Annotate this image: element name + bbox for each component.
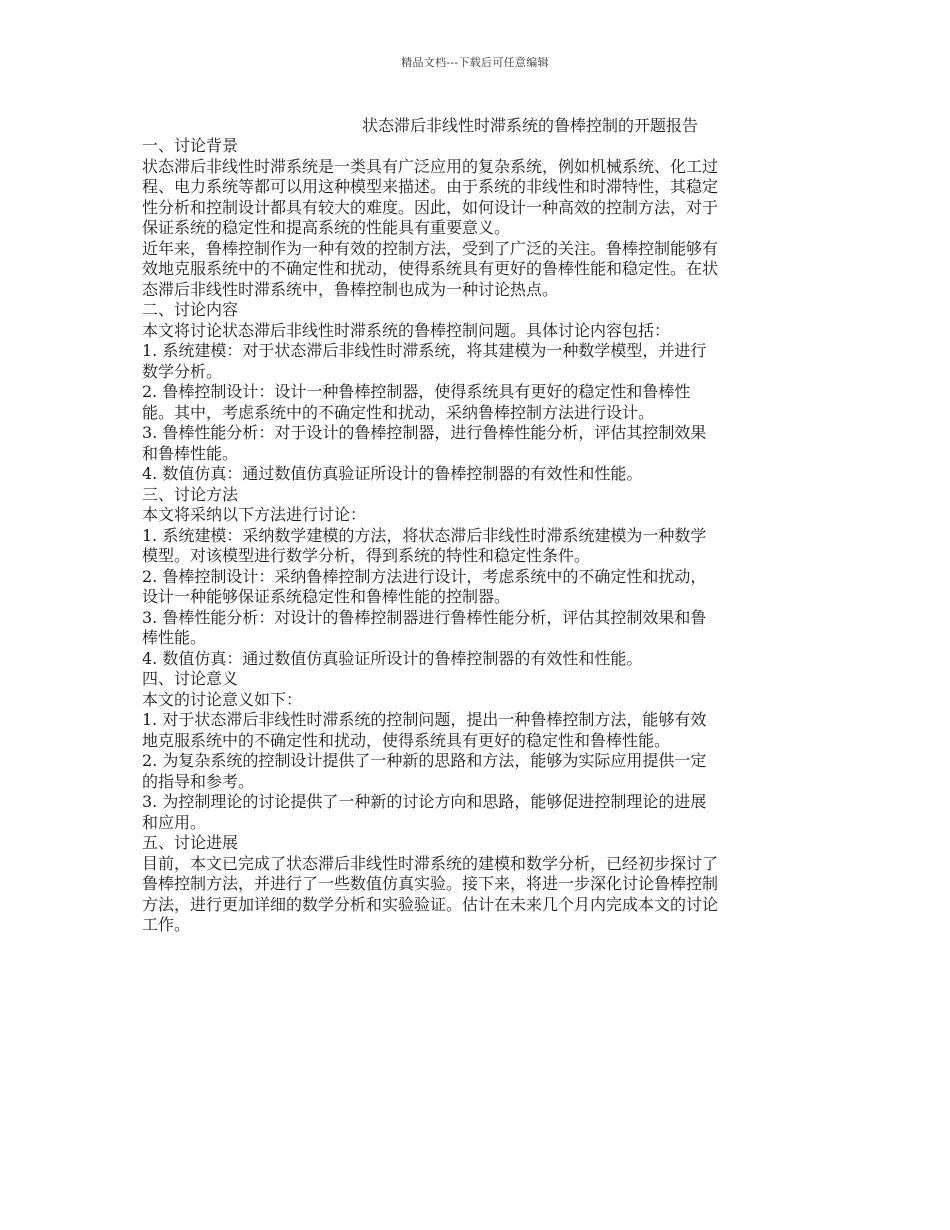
body-line: 设计一种能够保证系统稳定性和鲁棒性能的控制器。 [142, 587, 511, 606]
document-body [142, 136, 814, 936]
body-line: 状态滞后非线性时滞系统是一类具有广泛应用的复杂系统，例如机械系统、化工过 [142, 156, 719, 176]
body-line: 一、讨论背景 [142, 136, 239, 155]
body-line: 和鲁棒性能。 [142, 443, 239, 463]
body-line: 1. 系统建模：对于状态滞后非线性时滞系统，将其建模为一种数学模型，并进行 [142, 341, 707, 360]
body-line: 和应用。 [142, 812, 207, 832]
header-note: 精品文档---下载后可任意编辑 [401, 56, 549, 69]
body-line: 目前，本文已完成了状态滞后非线性时滞系统的建模和数学分析，已经初步探讨了 [142, 853, 719, 873]
body-line: 1. 对于状态滞后非线性时滞系统的控制问题，提出一种鲁棒控制方法，能够有效 [142, 710, 707, 729]
body-line: 近年来，鲁棒控制作为一种有效的控制方法，受到了广泛的关注。鲁棒控制能够有 [142, 238, 719, 258]
body-line: 2. 鲁棒控制设计：采纳鲁棒控制方法进行设计，考虑系统中的不确定性和扰动， [142, 566, 707, 586]
body-line: 本文将讨论状态滞后非线性时滞系统的鲁棒控制问题。具体讨论内容包括： [142, 320, 671, 340]
body-line: 四、讨论意义 [142, 669, 239, 688]
body-line: 态滞后非线性时滞系统中，鲁棒控制也成为一种讨论热点。 [142, 279, 559, 299]
body-line: 工作。 [142, 915, 191, 934]
body-line: 本文将采纳以下方法进行讨论： [142, 505, 367, 524]
body-line: 的指导和参考。 [142, 771, 255, 791]
body-line: 3. 鲁棒性能分析：对于设计的鲁棒控制器，进行鲁棒性能分析，评估其控制效果 [142, 423, 707, 442]
body-line: 三、讨论方法 [142, 484, 239, 504]
body-line: 数学分析。 [142, 361, 223, 381]
body-line: 1. 系统建模：采纳数学建模的方法，将状态滞后非线性时滞系统建模为一种数学 [142, 525, 707, 545]
body-line: 棒性能。 [142, 628, 207, 647]
body-line: 4. 数值仿真：通过数值仿真验证所设计的鲁棒控制器的有效性和性能。 [142, 648, 643, 668]
body-line: 效地克服系统中的不确定性和扰动，使得系统具有更好的鲁棒性能和稳定性。在状 [142, 259, 719, 278]
body-line: 模型。对该模型进行数学分析，得到系统的特性和稳定性条件。 [142, 546, 591, 565]
document-title: 状态滞后非线性时滞系统的鲁棒控制的开题报告 [362, 116, 699, 135]
body-line: 3. 为控制理论的讨论提供了一种新的讨论方向和思路，能够促进控制理论的进展 [142, 792, 707, 811]
body-line: 五、讨论进展 [142, 833, 239, 852]
body-line: 鲁棒控制方法，并进行了一些数值仿真实验。接下来，将进一步深化讨论鲁棒控制 [142, 874, 719, 893]
body-line: 本文的讨论意义如下： [142, 689, 303, 709]
body-line: 地克服系统中的不确定性和扰动，使得系统具有更好的稳定性和鲁棒性能。 [142, 730, 671, 750]
body-line: 二、讨论内容 [142, 300, 239, 319]
body-line: 2. 鲁棒控制设计：设计一种鲁棒控制器，使得系统具有更好的稳定性和鲁棒性 [142, 382, 691, 401]
body-line: 程、电力系统等都可以用这种模型来描述。由于系统的非线性和时滞特性，其稳定 [142, 177, 719, 196]
body-line: 4. 数值仿真：通过数值仿真验证所设计的鲁棒控制器的有效性和性能。 [142, 464, 643, 483]
body-line: 2. 为复杂系统的控制设计提供了一种新的思路和方法，能够为实际应用提供一定 [142, 751, 707, 770]
body-line: 性分析和控制设计都具有较大的难度。因此，如何设计一种高效的控制方法，对于 [142, 197, 719, 217]
body-line: 3. 鲁棒性能分析：对设计的鲁棒控制器进行鲁棒性能分析，评估其控制效果和鲁 [142, 607, 707, 627]
body-line: 方法，进行更加详细的数学分析和实验验证。估计在未来几个月内完成本文的讨论 [142, 894, 719, 914]
body-line: 能。其中，考虑系统中的不确定性和扰动，采纳鲁棒控制方法进行设计。 [142, 402, 655, 422]
body-line: 保证系统的稳定性和提高系统的性能具有重要意义。 [142, 218, 511, 237]
